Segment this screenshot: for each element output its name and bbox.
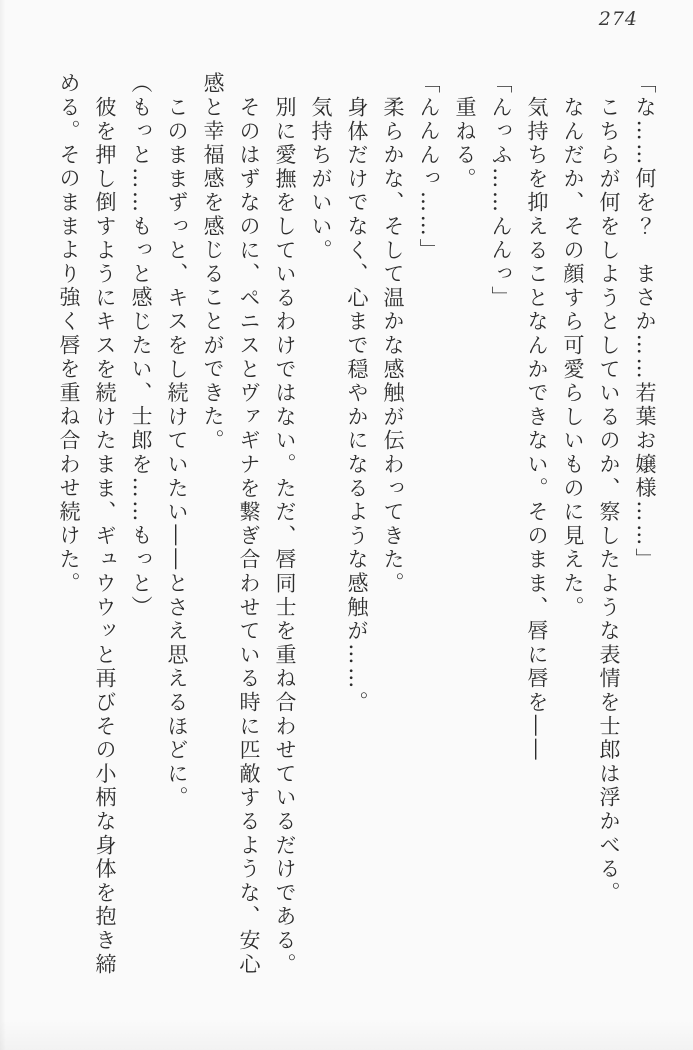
text-line: こちらが何をしようとしているのか、察したような表情を士郎は浮かべる。 xyxy=(597,96,621,906)
text-line: 気持ちを抑えることなんかできない。そのまま、唇に唇を―― xyxy=(525,96,549,763)
text-line: 気持ちがいい。 xyxy=(309,96,333,263)
text-line: 柔らかな、そして温かな感触が伝わってきた。 xyxy=(381,96,405,596)
text-block xyxy=(51,72,663,978)
text-line: 「んっふ……んんっ」 xyxy=(489,72,513,310)
text-line: 別に愛撫をしているわけではない。ただ、唇同士を重ね合わせているだけである。 xyxy=(273,96,297,977)
text-line: 「んんんっ……」 xyxy=(417,72,441,263)
text-line: 彼を押し倒すようにキスを続けたまま、ギュウウッと再びその小柄な身体を抱き締 xyxy=(93,96,117,977)
text-line: そのはずなのに、ペニスとヴァギナを繋ぎ合わせている時に匹敵するような、安心 xyxy=(237,96,261,977)
text-line: なんだか、その顔すら可愛らしいものに見えた。 xyxy=(561,96,585,620)
text-line: める。そのままより強く唇を重ね合わせ続けた。 xyxy=(57,72,81,596)
text-line: 身体だけでなく、心まで穏やかになるような感触が……。 xyxy=(345,96,369,715)
text-line: 「な……何を？ まさか……若葉お嬢様……」 xyxy=(633,72,657,572)
page-number: 274 xyxy=(598,8,638,30)
text-line: このままずっと、キスをし続けていたい――とさえ思えるほどに。 xyxy=(165,96,189,810)
text-line: 感と幸福感を感じることができた。 xyxy=(201,72,225,453)
text-line: （もっと……もっと感じたい、士郎を……もっと） xyxy=(129,72,153,620)
text-line: 重ねる。 xyxy=(453,96,477,192)
